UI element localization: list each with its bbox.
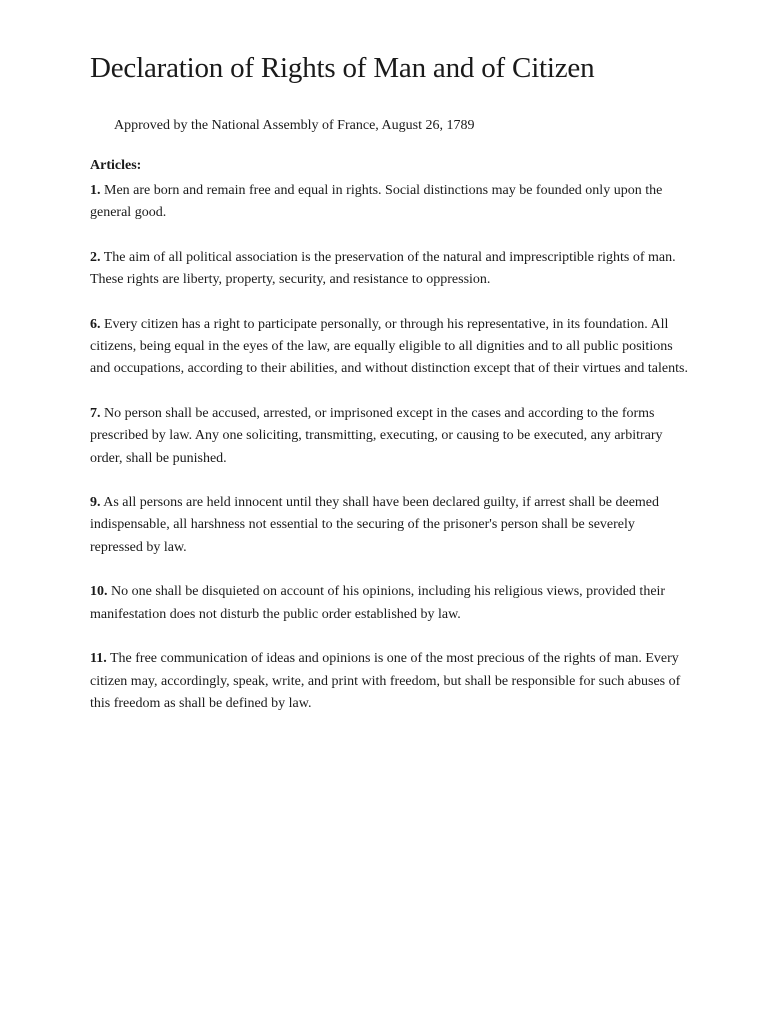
article-11	[90, 648, 690, 715]
article-1	[90, 180, 690, 225]
article-10	[90, 581, 690, 626]
article-text: No person shall be accused, arrested, or imprisoned except in the cases and according to the forms prescribed by law. Any one soliciting, transmitting, executing, or causing to be executed, any arbitrary order, shall be punished.	[90, 405, 663, 466]
article-number: 7.	[90, 405, 101, 421]
article-text: Every citizen has a right to participate personally, or through his representative, in its foundation. All citizens, being equal in the eyes of the law, are equally eligible to all dignities and to all public positions and occupations, according to their abilities, and without distinction except that of their virtues and talents.	[90, 316, 688, 377]
article-number: 10.	[90, 584, 108, 600]
article-6	[90, 314, 690, 381]
article-9	[90, 492, 690, 559]
document-title: Declaration of Rights of Man and of Citizen	[90, 52, 595, 84]
article-text: As all persons are held innocent until they shall have been declared guilty, if arrest shall be deemed indispensable, all harshness not essential to the securing of the prisoner's person shall be severely repressed by law.	[90, 495, 660, 555]
document-subtitle: Approved by the National Assembly of France, August 26, 1789	[114, 118, 475, 133]
articles-heading: Articles:	[90, 158, 142, 173]
article-text: No one shall be disquieted on account of his opinions, including his religious views, provided their manifestation does not disturb the public order established by law.	[90, 584, 666, 622]
article-number: 6.	[90, 316, 101, 332]
article-7	[90, 403, 690, 470]
document-page	[90, 50, 690, 715]
article-number: 9.	[90, 495, 101, 511]
article-text: Men are born and remain free and equal in rights. Social distinctions may be founded only upon the general good.	[90, 183, 663, 221]
article-text: The aim of all political association is the preservation of the natural and imprescriptible rights of man. These rights are liberty, property, security, and resistance to oppression.	[90, 249, 676, 288]
article-text: The free communication of ideas and opinions is one of the most precious of the rights of man. Every citizen may, accordingly, speak, write, and print with freedom, but shall be responsible for such abuses of this freedom as shall be defined by law.	[90, 651, 681, 711]
article-number: 1.	[90, 183, 101, 198]
article-2	[90, 247, 690, 292]
article-number: 2.	[90, 249, 101, 265]
articles-list	[90, 180, 690, 715]
article-number: 11.	[90, 651, 107, 667]
